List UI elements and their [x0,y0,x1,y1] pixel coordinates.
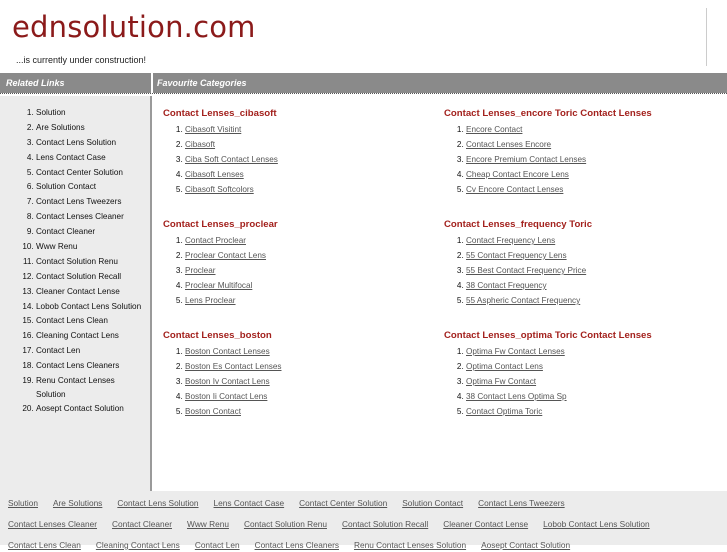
category-link[interactable]: Optima Contact Lens [466,362,543,371]
category-link[interactable]: Encore Contact [466,125,523,134]
category-link[interactable]: Cv Encore Contact Lenses [466,185,564,194]
footer-link[interactable]: Contact Lens Clean [8,540,81,550]
category-item [185,404,433,419]
category-item [185,137,433,152]
footer-link[interactable]: Contact Solution Recall [341,519,429,529]
category-link[interactable]: Encore Premium Contact Lenses [466,155,587,164]
category-link[interactable]: 38 Contact Frequency [466,281,547,290]
category-item [185,293,433,308]
category-heading: Contact Lenses_encore Toric Contact Lenses [444,108,652,119]
footer-link[interactable]: Contact Len [194,540,240,550]
category-list [163,344,433,419]
category-item [466,152,714,167]
related-links-heading: Related Links [6,78,65,88]
category-link[interactable]: Contact Proclear [185,236,246,245]
category-link[interactable]: Contact Frequency Lens [466,236,556,245]
category-link[interactable]: Proclear Multifocal [185,281,253,290]
related-link-item[interactable]: 1. Solution [36,106,146,120]
category-block [444,330,714,419]
site-title: ednsolution.com [12,10,256,44]
tagline: ...is currently under construction! [16,55,147,65]
related-link-item[interactable]: 10. Www Renu [36,240,146,254]
footer-row [8,519,665,531]
footer-row [8,498,580,510]
footer-link[interactable]: Contact Lens Tweezers [478,498,565,508]
category-heading: Contact Lenses_cibasoft [163,108,277,119]
related-link-item[interactable]: 5. Contact Center Solution [36,166,146,180]
related-link-item[interactable]: 9. Contact Cleaner [36,225,146,239]
category-block [163,108,433,197]
category-item [466,278,714,293]
footer-link[interactable]: Contact Solution Renu [243,519,327,529]
category-block [444,219,714,308]
category-item [466,389,714,404]
category-item [185,359,433,374]
related-link-item[interactable]: 12. Contact Solution Recall [36,270,146,284]
footer-link[interactable]: Cleaner Contact Lense [443,519,529,529]
related-link-item[interactable]: 15. Contact Lens Clean [36,314,146,328]
related-link-item[interactable]: 20. Aosept Contact Solution [36,402,146,416]
category-item [466,137,714,152]
category-item [466,293,714,308]
category-item [185,263,433,278]
category-heading: Contact Lenses_frequency Toric [444,219,593,230]
category-list [444,344,714,419]
category-heading: Contact Lenses_proclear [163,219,278,230]
category-item [185,389,433,404]
category-item [466,344,714,359]
footer-link[interactable]: Contact Center Solution [299,498,388,508]
related-link-item[interactable]: 4. Lens Contact Case [36,151,146,165]
sidebar [0,96,152,491]
main-content [153,96,727,491]
favourite-categories-heading: Favourite Categories [157,78,247,88]
related-link-item[interactable]: 7. Contact Lens Tweezers [36,195,146,209]
category-item [466,404,714,419]
related-link-item[interactable]: 6. Solution Contact [36,180,146,194]
category-list [444,233,714,308]
footer-link[interactable]: Contact Cleaner [112,519,172,529]
category-block [444,108,714,197]
category-item [466,122,714,137]
category-item [185,233,433,248]
category-item [466,374,714,389]
footer-link[interactable]: Lobob Contact Lens Solution [543,519,650,529]
category-link[interactable]: Contact Optima Toric [466,407,543,416]
category-link[interactable]: Boston Contact [185,407,241,416]
category-link[interactable]: Ciba Soft Contact Lenses [185,155,278,164]
category-link[interactable]: Contact Lenses Encore [466,140,552,149]
category-link[interactable]: 55 Aspheric Contact Frequency [466,296,581,305]
category-item [185,122,433,137]
category-item [185,344,433,359]
category-link[interactable]: Cibasoft Softcolors [185,185,254,194]
footer-link[interactable]: Contact Lens Solution [117,498,199,508]
footer-link[interactable]: Cleaning Contact Lens [95,540,180,550]
category-item [466,233,714,248]
category-link[interactable]: 38 Contact Lens Optima Sp [466,392,567,401]
related-links-list [0,106,146,417]
category-item [466,359,714,374]
related-link-item[interactable]: 8. Contact Lenses Cleaner [36,210,146,224]
category-item [185,278,433,293]
category-block [163,219,433,308]
category-link[interactable]: 55 Best Contact Frequency Price [466,266,587,275]
bar-divider [151,73,153,93]
footer-link[interactable]: Solution [8,498,38,508]
footer-link[interactable]: Solution Contact [402,498,464,508]
category-link[interactable]: Boston Contact Lenses [185,347,270,356]
related-link-item[interactable]: 14. Lobob Contact Lens Solution [36,300,146,314]
category-link[interactable]: Cibasoft Lenses [185,170,244,179]
category-link[interactable]: Boston Ii Contact Lens [185,392,268,401]
category-link[interactable]: Cheap Contact Encore Lens [466,170,569,179]
footer-link[interactable]: Www Renu [186,519,229,529]
footer-link[interactable]: Aosept Contact Solution [481,540,571,550]
category-item [185,374,433,389]
category-link[interactable]: Boston Iv Contact Lens [185,377,270,386]
category-link[interactable]: Optima Fw Contact Lenses [466,347,565,356]
footer-link[interactable]: Renu Contact Lenses Solution [353,540,467,550]
category-item [466,248,714,263]
section-bar [0,73,727,93]
category-link[interactable]: Boston Es Contact Lenses [185,362,282,371]
related-link-item[interactable]: 16. Cleaning Contact Lens [36,329,146,343]
footer-links [0,491,727,550]
related-link-item[interactable]: 19. Renu Contact Lenses Solution [36,374,146,401]
footer-link[interactable]: Are Solutions [52,498,103,508]
category-link[interactable]: Proclear Contact Lens [185,251,267,260]
category-list [163,122,433,197]
category-link[interactable]: 55 Contact Frequency Lens [466,251,567,260]
category-item [185,152,433,167]
related-link-item[interactable]: 18. Contact Lens Cleaners [36,359,146,373]
header-divider [706,8,727,66]
category-link[interactable]: Cibasoft [185,140,216,149]
category-link[interactable]: Optima Fw Contact [466,377,537,386]
category-block [163,330,433,419]
category-list [444,122,714,197]
category-link[interactable]: Proclear [185,266,216,275]
related-link-item[interactable]: 2. Are Solutions [36,121,146,135]
related-link-item[interactable]: 13. Cleaner Contact Lense [36,285,146,299]
category-heading: Contact Lenses_boston [163,330,272,341]
footer-row [8,540,585,552]
category-item [185,248,433,263]
category-item [466,167,714,182]
footer-link[interactable]: Lens Contact Case [213,498,285,508]
category-item [466,182,714,197]
related-link-item[interactable]: 3. Contact Lens Solution [36,136,146,150]
related-link-item[interactable]: 17. Contact Len [36,344,146,358]
category-list [163,233,433,308]
category-link[interactable]: Lens Proclear [185,296,236,305]
category-item [185,167,433,182]
footer-link[interactable]: Contact Lenses Cleaner [8,519,98,529]
footer-link[interactable]: Contact Lens Cleaners [254,540,339,550]
category-item [466,263,714,278]
category-link[interactable]: Cibasoft Visitint [185,125,242,134]
category-heading: Contact Lenses_optima Toric Contact Lenses [444,330,652,341]
category-item [185,182,433,197]
related-link-item[interactable]: 11. Contact Solution Renu [36,255,146,269]
